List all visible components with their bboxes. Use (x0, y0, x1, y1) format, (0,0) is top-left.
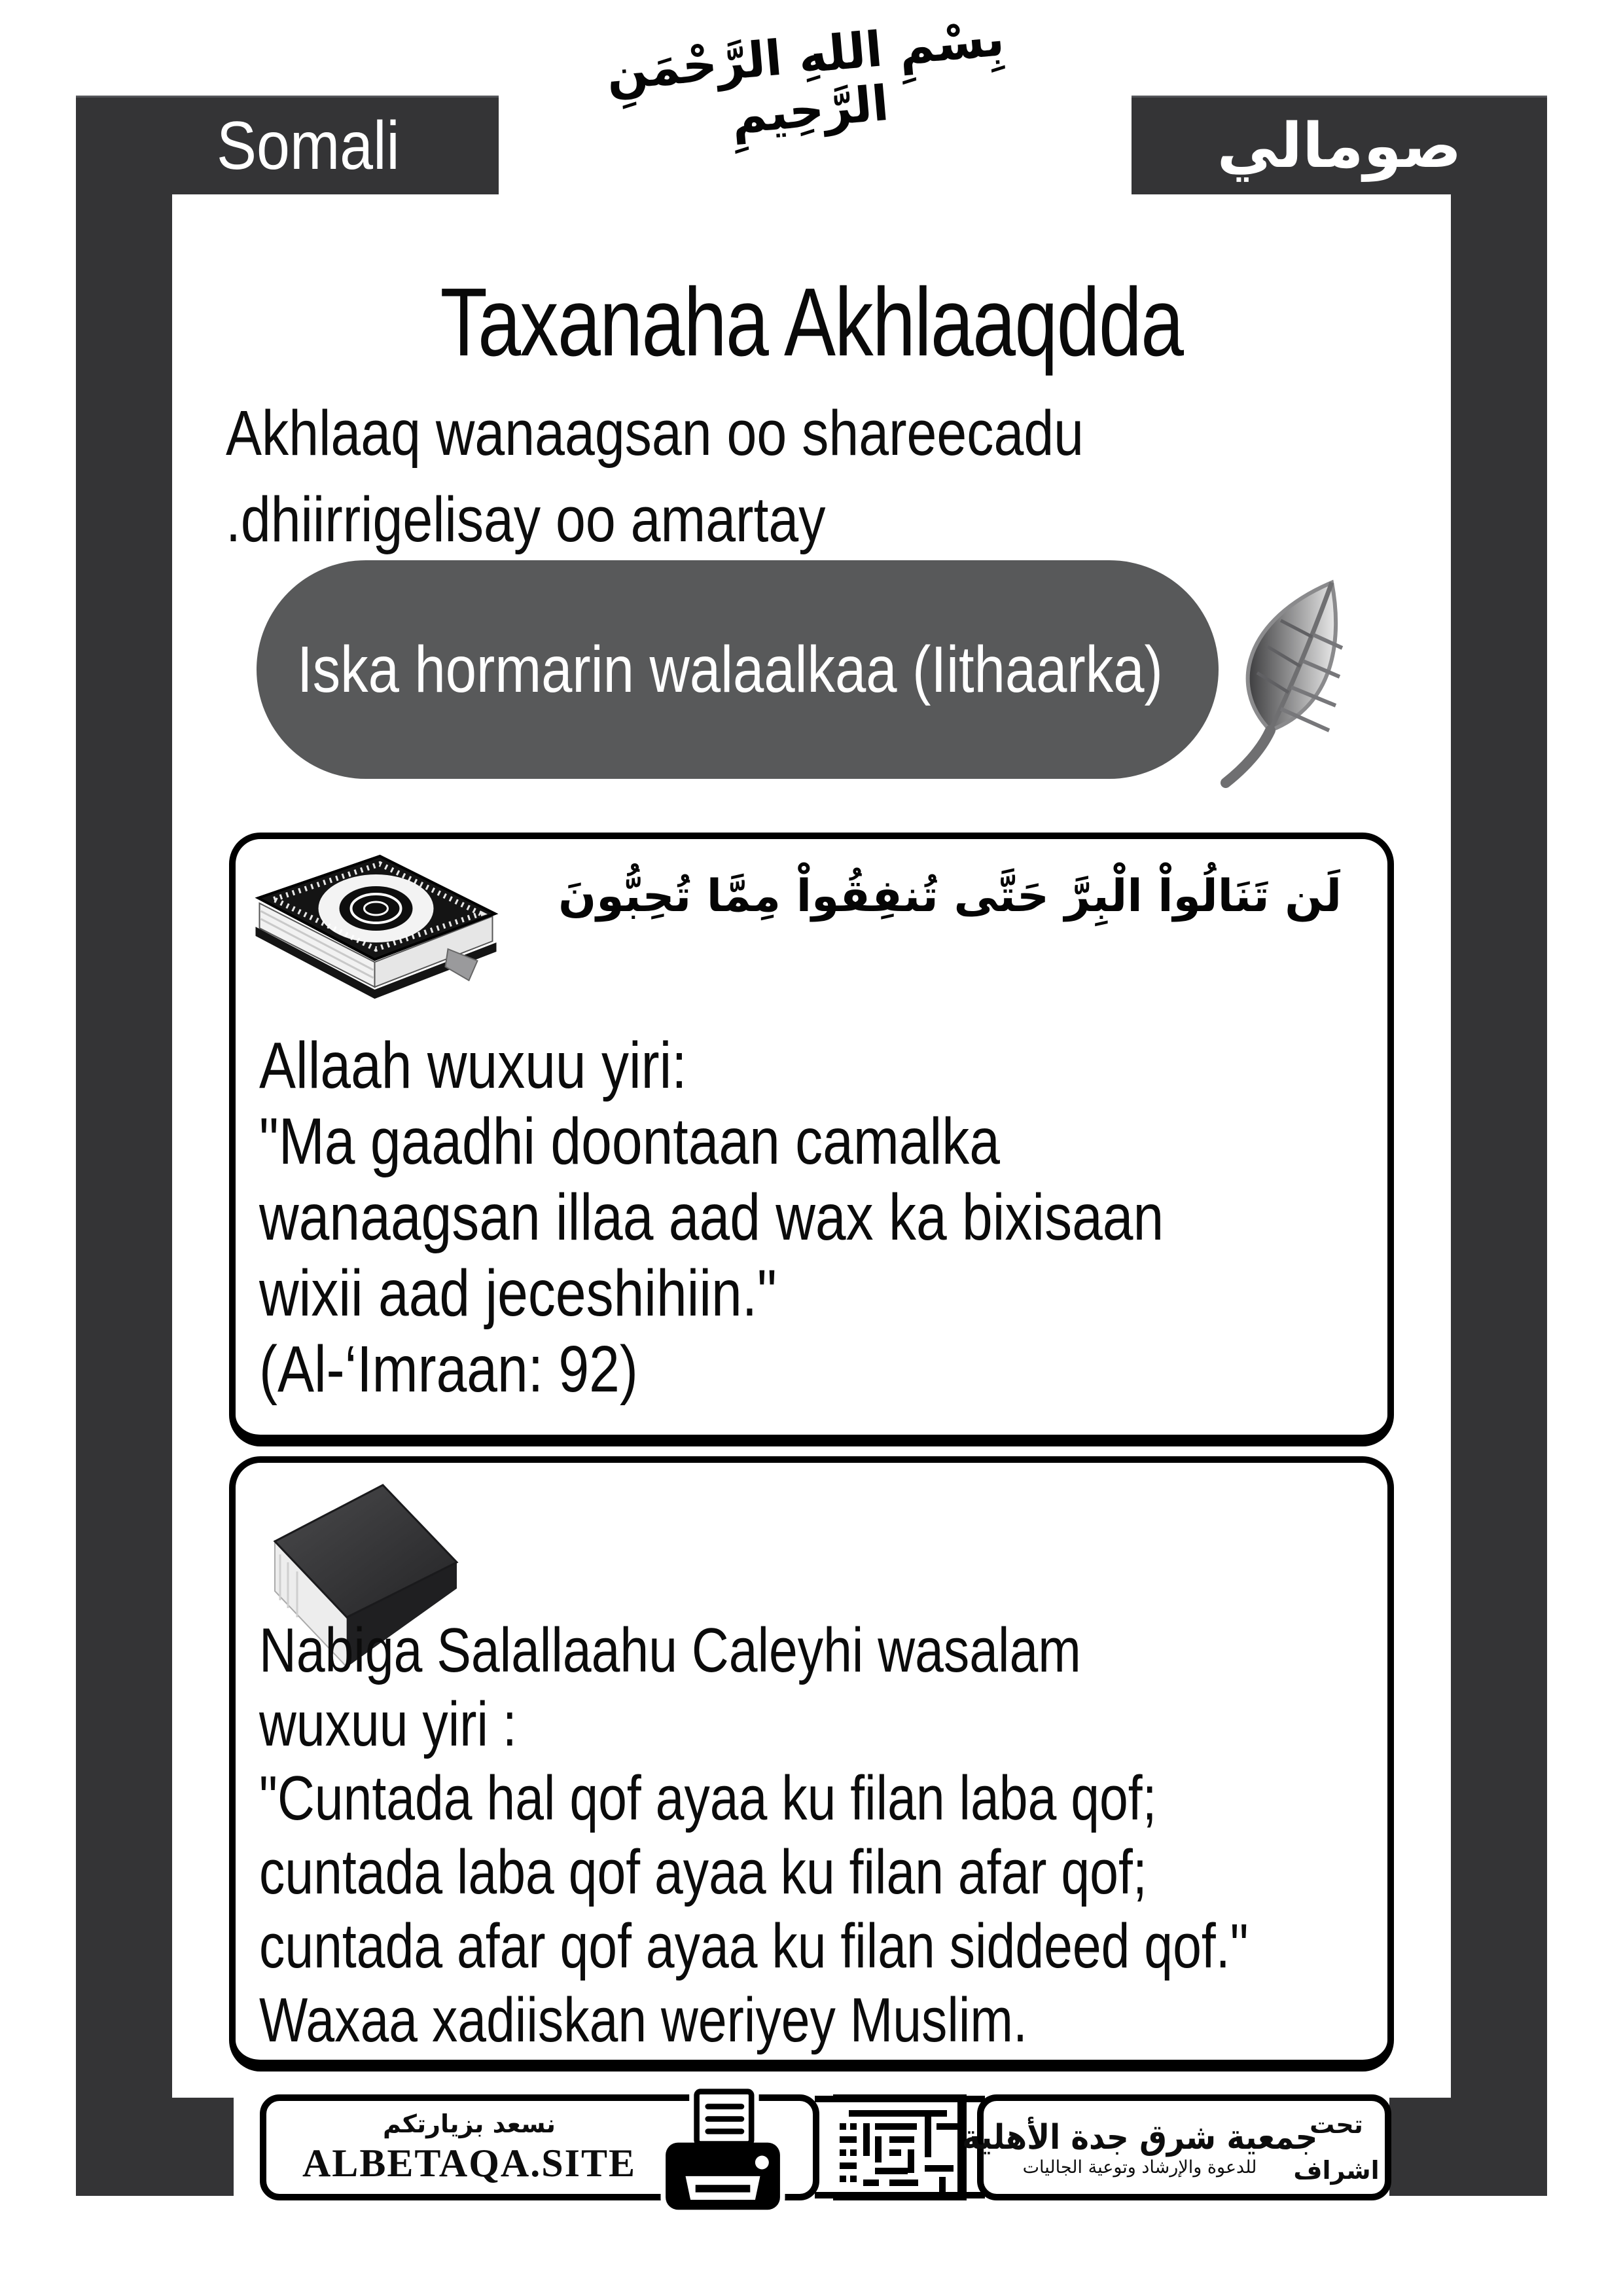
page-title: Taxanaha Akhlaaqdda (440, 268, 1183, 376)
language-label-arabic: صومالي (1217, 110, 1462, 182)
quran-quote-card (229, 833, 1394, 1446)
topic-pill (257, 560, 1219, 779)
leaf-icon (1207, 575, 1364, 791)
text-line: Allaah wuxuu yiri: (259, 1029, 687, 1102)
left-frame-bar (76, 96, 172, 2196)
visit-us-arabic-text: نسعد بزيارتكم (382, 2109, 556, 2138)
site-name: ALBETAQA.SITE (302, 2141, 637, 2185)
text-line: wuxuu yiri : (259, 1689, 517, 1759)
page-subtitle (226, 390, 1171, 563)
right-frame-foot (1389, 2098, 1547, 2196)
supervision-box (961, 2094, 1391, 2200)
hadith-text (259, 1613, 1249, 2057)
text-line: cuntada laba qof ayaa ku filan afar qof; (259, 1837, 1147, 1907)
topic-pill-label: Iska hormarin walaalkaa (Iithaarka) (297, 632, 1163, 706)
left-frame-foot (76, 2098, 234, 2196)
text-line: Nabiga Salallaahu Caleyhi wasalam (259, 1615, 1081, 1685)
text-line: "Ma gaadhi doontaan camalka (259, 1105, 1000, 1178)
language-badge-latin (76, 96, 499, 194)
supervision-word-bottom: اشراف (1293, 2156, 1380, 2185)
language-label-latin: Somali (217, 107, 400, 184)
text-line: "Cuntada hal qof ayaa ku filan laba qof; (259, 1763, 1157, 1833)
text-line: cuntada afar qof ayaa ku filan siddeed qof." (259, 1911, 1249, 1981)
text-line: wanaagsan illaa aad wax ka bixisaan (259, 1181, 1164, 1254)
hadith-narrator-line: Waxaa xadiiskan weriyey Muslim. (259, 1985, 1027, 2055)
quran-book-icon (250, 851, 502, 1008)
printer-icon (656, 2088, 790, 2212)
hadith-quote-card (229, 1456, 1394, 2072)
organization-name-arabic: جمعية شرق جدة الأهلية (961, 2117, 1318, 2157)
supervision-word-top: تحت (1310, 2110, 1363, 2139)
bismillah-calligraphy: بِسْمِ اللهِ الرَّحْمَنِ الرَّحِيمِ (604, 10, 1007, 145)
quran-translation-text (259, 1028, 1164, 1407)
organization-subtitle-arabic: للدعوة والإرشاد وتوعية الجاليات (1022, 2157, 1257, 2178)
kufic-square-logo (833, 2094, 967, 2200)
verse-reference: (Al-‘Imraan: 92) (259, 1333, 638, 1406)
subtitle-line: Akhlaaq wanaagsan oo shareecadu (226, 397, 1084, 469)
right-frame-bar (1451, 96, 1547, 2196)
language-badge-arabic (1132, 96, 1547, 194)
organization-calligraphy (961, 2105, 1318, 2190)
subtitle-line: .dhiirrigelisay oo amartay (226, 484, 826, 555)
quran-verse-arabic: لَن تَنَالُواْ الْبِرَّ حَتَّى تُنفِقُواْ مِمَّا تُحِبُّونَ (558, 870, 1342, 922)
text-line: wixii aad jeceshihiin." (259, 1257, 777, 1330)
